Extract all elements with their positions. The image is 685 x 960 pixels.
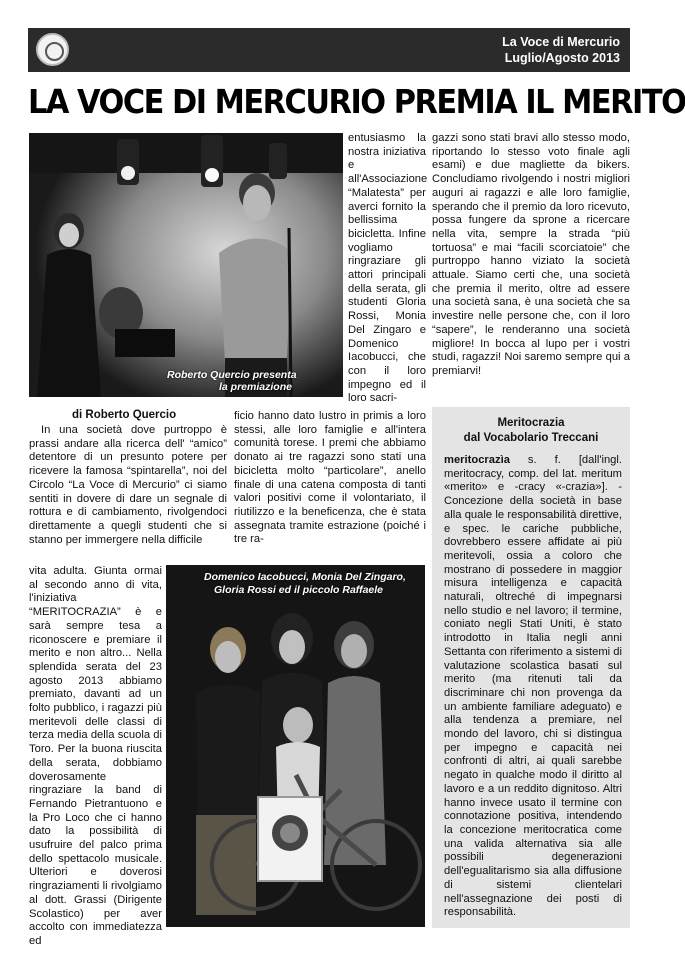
column-2-wide-text: ficio hanno dato lustro in primis a loro stessi, alle loro famiglie e all'intera comunità torese. I premi che abbiamo donato ai tre ragazzi sono stati una bicicletta molto “particolare”, anello finale di una catena composta di tanti valori positivi come il volontariato, il riutilizzo e la beneficenza, che è stata assegnata tramite estrazione (poiché i tre ra-	[234, 410, 426, 546]
column-3-text: gazzi sono stati bravi allo stesso modo, riportando lo stesso voto finale agli esami) e due magliette da bikers. Concludiamo rivolgendo i nostri migliori auguri ai ragazzi e alle loro famiglie, sperando che il premio da loro ricevuto, possa fungere da sprone a ricercare nella vita, sempre la strada “più tortuosa” e mai “facili scorciatoie” che purtroppo hanno viziato la società attuale. Siamo certi che, una società che premia il merito, oltre ad essere una società sana, è una società che sa investire nelle persone che, con il loro “sapere”, le renderanno una società migliore! In bocca al lupo per i vostri studi, ragazzi! Noi saremo sempre qui a premiarvi!	[432, 132, 630, 377]
photo1-caption-line2: la premiazione	[219, 381, 292, 393]
definition-title	[432, 416, 630, 446]
column-1-bottom	[29, 565, 162, 947]
presenter-photo	[29, 133, 343, 397]
definition-term: meritocrazìa	[444, 454, 510, 466]
photo2-caption-line1: Domenico Iacobucci, Monia Del Zingaro,	[204, 571, 406, 583]
definition-title-line2: dal Vocabolario Treccani	[463, 432, 599, 444]
photo1-caption-line1: Roberto Quercio presenta	[167, 369, 297, 381]
definition-text: s. f. [dall'ingl. meritocracy, comp. del lat. meritum «merito» e -cracy «-crazia»]. - Concezione della società in base alla quale le responsabilità direttive, e spec. le cariche pubbliche, dovrebbero essere affidate ai più meritevoli, ossia a coloro che mostrano di possedere in maggior misura intelligenza e capacità naturali, oltreché di impegnarsi nello studio e nel lavoro; il termine, coniato negli Stati Uniti, è stato introdotto in Italia negli anni Settanta con riferimento a sistemi di valutazione scolastica basati sul merito (ma ritenuti tali da discriminare chi non provenga da un ambiente familiare adeguato) e alla tendenza a premiare, nel mondo del lavoro, chi si distingua per impegno e capacità nei confronti di altri, ai quali sarebbe negato in qualche modo il diritto al lavoro e a un reddito dignitoso. Altri hanno invece usato il termine con connotazione positiva, intendendo la concezione meritocratica come una valida alternativa sia alle possibili degenerazioni dell'egualitarismo sia alla diffusione di sistemi clientelari nell'assegnazione dei posti di responsabilità.	[444, 454, 622, 919]
definition-title-line1: Meritocrazia	[497, 417, 565, 429]
column-1-top	[29, 424, 227, 562]
column-3	[432, 132, 630, 404]
students-photo	[166, 565, 425, 927]
definition-box	[432, 407, 630, 928]
column-1-bottom-text: vita adulta. Giunta ormai al secondo anno di vita, l'iniziativa “MERITOCRAZIA” è e sarà sempre tesa a riconoscere e premiare il merito e non altro... Nella splendida serata del 23 agosto 2013 abbiamo premiato, davanti ad un folto pubblico, i ragazzi più meritevoli delle classi di terza media della scuola di Toro. Per la buona riuscita della serata, dobbiamo doverosamente ringraziare la band di Fernando Pietrantuono e la Pro Loco che ci hanno dato la possibilità di usufruire del palco prima dello spettacolo musicale. Ulteriori e doverosi ringraziamenti li rivolgiamo al dott. Grassi (Dirigente Scolastico) per aver accolto con immediatezza ed	[29, 565, 162, 947]
column-2-wide	[234, 410, 426, 562]
column-2-top-text: entusiasmo la nostra iniziativa e all'Associazione “Malatesta” per averci fornito la bellissima bicicletta. Infine vogliamo ringraziare gli attori principali della serata, gli studenti Gloria Rossi, Monia Del Zingaro e Domenico Iacobucci, che con il loro impegno ed il loro sacri-	[348, 132, 428, 405]
circle-logo-icon	[36, 33, 69, 66]
column-2-top	[348, 132, 426, 406]
byline: di Roberto Quercio	[72, 409, 177, 421]
definition-body	[444, 454, 622, 924]
masthead-bar	[28, 28, 630, 72]
photo2-caption-line2: Gloria Rossi ed il piccolo Raffaele	[214, 584, 384, 596]
publication-name: La Voce di Mercurio	[502, 35, 620, 49]
column-1-top-text: In una società dove purtroppo è prassi andare alla ricerca dell' “amico” detentore di un presunto potere per ricevere la famosa “spintarella”, noi del Circolo “La Voce di Mercurio” ci siamo sentiti in dovere di dare un segnale di rottura e di cambiamento, rivolgendoci direttamente a quegli studenti che si stanno per immergere nella difficile	[29, 424, 227, 546]
article-headline: LA VOCE DI MERCURIO PREMIA IL MERITO	[28, 82, 685, 121]
issue-date: Luglio/Agosto 2013	[504, 51, 620, 65]
